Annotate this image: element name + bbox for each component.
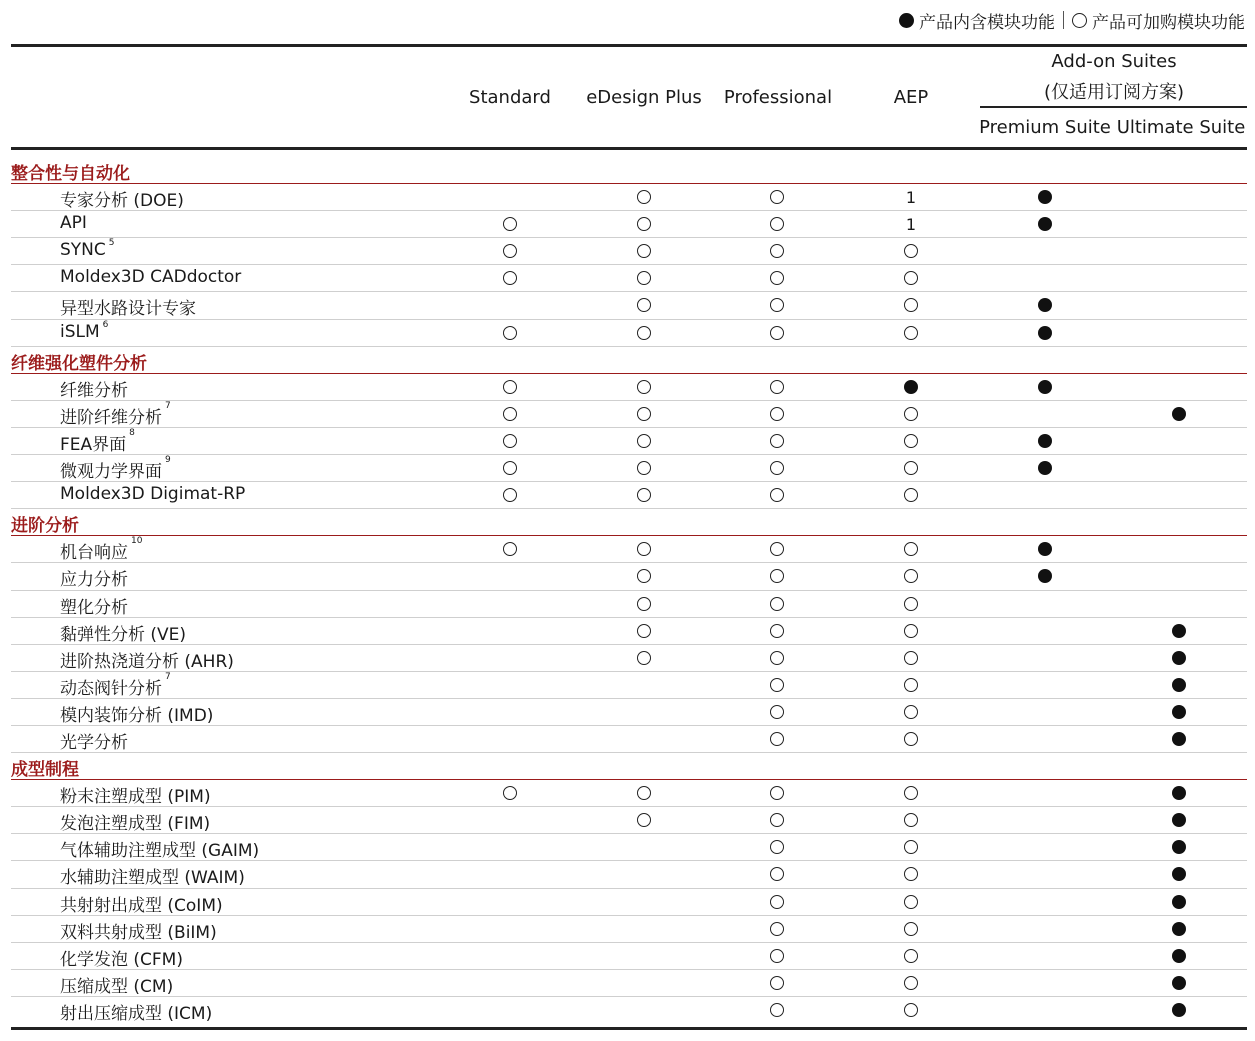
feature-name: 进阶纤维分析$^7$ [60, 400, 171, 428]
addon-open-circle-icon [495, 238, 525, 264]
header-bottom-rule [11, 147, 1247, 150]
addon-open-circle-icon [762, 292, 792, 318]
included-filled-circle-icon [1030, 428, 1060, 454]
legend-addon-label: 产品可加购模块功能 [1092, 12, 1245, 33]
legend [899, 6, 1245, 34]
section-title: 进阶分析 [11, 516, 79, 537]
table-row [11, 591, 1247, 618]
addon-open-circle-icon [896, 428, 926, 454]
feature-name: 光学分析 [60, 732, 128, 753]
feature-name: 应力分析 [60, 570, 128, 591]
included-filled-circle-icon [1164, 645, 1194, 671]
table-row [11, 780, 1247, 807]
addon-open-circle-icon [495, 455, 525, 481]
feature-name: 射出压缩成型 (ICM) [60, 1003, 213, 1024]
top-rule [11, 44, 1247, 47]
section-title: 整合性与自动化 [11, 164, 130, 184]
addon-open-circle-icon [896, 970, 926, 996]
addon-open-circle-icon [896, 591, 926, 617]
table-row [11, 482, 1247, 509]
table-row [11, 292, 1247, 319]
addon-open-circle-icon [896, 645, 926, 671]
included-filled-circle-icon [1164, 807, 1194, 833]
addon-open-circle-icon [762, 184, 792, 210]
addon-open-circle-icon [896, 536, 926, 562]
feature-name: 发泡注塑成型 (FIM) [60, 814, 211, 835]
cell-note: 1 [905, 214, 917, 234]
feature-name: iSLM $^6$ [60, 319, 109, 342]
included-filled-circle-icon [1164, 997, 1194, 1023]
addon-open-circle-icon [896, 401, 926, 427]
feature-name: Moldex3D CADdoctor [60, 267, 242, 288]
addon-open-circle-icon [762, 618, 792, 644]
col-header-premium-suite: Premium Suite [979, 117, 1111, 138]
feature-table [11, 157, 1247, 1024]
addon-open-circle-icon [896, 292, 926, 318]
open-circle-icon [1072, 13, 1087, 28]
addon-open-circle-icon [762, 726, 792, 752]
addon-rule [980, 106, 1247, 108]
section-title: 成型制程 [11, 760, 79, 781]
table-row [11, 943, 1247, 970]
feature-name: 纤维分析 [60, 380, 128, 401]
addon-open-circle-icon [495, 482, 525, 508]
table-row [11, 563, 1247, 590]
addon-open-circle-icon [629, 563, 659, 589]
addon-open-circle-icon [896, 265, 926, 291]
addon-open-circle-icon [896, 563, 926, 589]
addon-open-circle-icon [896, 320, 926, 346]
addon-open-circle-icon [762, 482, 792, 508]
table-row [11, 834, 1247, 861]
feature-name: 化学发泡 (CFM) [60, 949, 183, 970]
legend-addon [1072, 8, 1245, 33]
table-row [11, 889, 1247, 916]
included-filled-circle-icon [1030, 211, 1060, 237]
included-filled-circle-icon [1030, 536, 1060, 562]
feature-name: 微观力学界面$^9$ [60, 455, 171, 483]
addon-open-circle-icon [629, 482, 659, 508]
section-header-row [11, 157, 1247, 184]
table-row [11, 265, 1247, 292]
addon-open-circle-icon [629, 292, 659, 318]
included-filled-circle-icon [1030, 292, 1060, 318]
addon-open-circle-icon [762, 943, 792, 969]
addon-open-circle-icon [896, 834, 926, 860]
addon-open-circle-icon [495, 211, 525, 237]
addon-open-circle-icon [629, 184, 659, 210]
included-filled-circle-icon [1030, 455, 1060, 481]
included-filled-circle-icon [1030, 563, 1060, 589]
addon-open-circle-icon [762, 401, 792, 427]
addon-open-circle-icon [762, 265, 792, 291]
table-row [11, 807, 1247, 834]
footnote-ref: 7 [165, 671, 171, 682]
included-filled-circle-icon [1030, 320, 1060, 346]
included-filled-circle-icon [896, 374, 926, 400]
addon-open-circle-icon [896, 780, 926, 806]
table-row [11, 455, 1247, 482]
feature-name: 专家分析 (DOE) [60, 191, 184, 212]
feature-name: SYNC $^5$ [60, 238, 115, 261]
feature-name: API [60, 213, 87, 234]
legend-included [899, 8, 1055, 33]
addon-open-circle-icon [762, 536, 792, 562]
included-filled-circle-icon [1164, 699, 1194, 725]
included-filled-circle-icon [1164, 834, 1194, 860]
included-filled-circle-icon [1164, 780, 1194, 806]
col-header-edesign-plus: eDesign Plus [586, 87, 702, 108]
feature-name: 压缩成型 (CM) [60, 976, 174, 997]
legend-divider [1063, 11, 1064, 29]
addon-open-circle-icon [629, 591, 659, 617]
addon-open-circle-icon [762, 428, 792, 454]
included-filled-circle-icon [1030, 374, 1060, 400]
addon-open-circle-icon [629, 455, 659, 481]
addon-open-circle-icon [896, 699, 926, 725]
addon-open-circle-icon [629, 320, 659, 346]
footnote-ref: 9 [165, 455, 171, 466]
addon-open-circle-icon [762, 861, 792, 887]
addon-open-circle-icon [896, 807, 926, 833]
addon-open-circle-icon [762, 455, 792, 481]
included-filled-circle-icon [1164, 889, 1194, 915]
addon-open-circle-icon [762, 563, 792, 589]
table-row [11, 211, 1247, 238]
addon-open-circle-icon [762, 889, 792, 915]
footnote-ref: 7 [165, 400, 171, 411]
table-row [11, 238, 1247, 265]
addon-open-circle-icon [762, 591, 792, 617]
addon-open-circle-icon [629, 645, 659, 671]
cell-note: 1 [905, 187, 917, 207]
addon-open-circle-icon [762, 238, 792, 264]
feature-name: 气体辅助注塑成型 (GAIM) [60, 841, 260, 862]
addon-open-circle-icon [896, 672, 926, 698]
col-header-professional: Professional [723, 87, 833, 108]
table-row [11, 374, 1247, 401]
addon-open-circle-icon [896, 916, 926, 942]
table-row [11, 726, 1247, 753]
feature-name: 模内装饰分析 (IMD) [60, 705, 214, 726]
addon-title: Add-on Suites [1051, 51, 1177, 72]
addon-open-circle-icon [495, 320, 525, 346]
addon-open-circle-icon [896, 618, 926, 644]
col-header-ultimate-suite: Ultimate Suite [1116, 117, 1246, 138]
included-filled-circle-icon [1164, 861, 1194, 887]
included-filled-circle-icon [1164, 970, 1194, 996]
addon-open-circle-icon [896, 238, 926, 264]
section-header-row [11, 347, 1247, 374]
table-row [11, 997, 1247, 1024]
addon-open-circle-icon [495, 428, 525, 454]
included-filled-circle-icon [1030, 184, 1060, 210]
footnote-ref: 10 [131, 536, 143, 547]
addon-open-circle-icon [896, 482, 926, 508]
addon-open-circle-icon [629, 374, 659, 400]
feature-name: 动态阀针分析$^7$ [60, 671, 171, 699]
addon-open-circle-icon [762, 211, 792, 237]
included-filled-circle-icon [1164, 726, 1194, 752]
addon-open-circle-icon [762, 780, 792, 806]
table-row [11, 970, 1247, 997]
feature-name: 机台响应$^{10}$ [60, 536, 143, 564]
feature-name: 异型水路设计专家 [60, 299, 196, 320]
col-header-aep: AEP [893, 87, 929, 108]
table-row [11, 184, 1247, 211]
addon-open-circle-icon [896, 943, 926, 969]
addon-open-circle-icon [495, 780, 525, 806]
addon-open-circle-icon [495, 401, 525, 427]
feature-name: 黏弹性分析 (VE) [60, 624, 187, 645]
table-row [11, 861, 1247, 888]
addon-open-circle-icon [896, 997, 926, 1023]
addon-open-circle-icon [629, 536, 659, 562]
addon-open-circle-icon [896, 726, 926, 752]
section-header-row [11, 509, 1247, 536]
feature-name: 进阶热浇道分析 (AHR) [60, 651, 234, 672]
addon-open-circle-icon [762, 374, 792, 400]
addon-open-circle-icon [629, 401, 659, 427]
addon-open-circle-icon [495, 536, 525, 562]
addon-open-circle-icon [762, 320, 792, 346]
filled-circle-icon [899, 13, 914, 28]
section-title: 纤维强化塑件分析 [11, 353, 147, 374]
addon-open-circle-icon [762, 834, 792, 860]
bottom-rule [11, 1027, 1247, 1030]
feature-name: 塑化分析 [60, 597, 128, 618]
addon-open-circle-icon [762, 699, 792, 725]
col-header-standard: Standard [469, 87, 551, 108]
table-row [11, 672, 1247, 699]
addon-open-circle-icon [762, 916, 792, 942]
feature-name: Moldex3D Digimat-RP [60, 484, 246, 505]
feature-name: 水辅助注塑成型 (WAIM) [60, 868, 245, 889]
addon-subtitle: (仅适用订阅方案) [1043, 82, 1185, 103]
table-row [11, 645, 1247, 672]
addon-open-circle-icon [762, 807, 792, 833]
addon-open-circle-icon [495, 265, 525, 291]
table-row [11, 916, 1247, 943]
addon-open-circle-icon [762, 645, 792, 671]
addon-open-circle-icon [629, 265, 659, 291]
addon-open-circle-icon [495, 374, 525, 400]
feature-name: 粉末注塑成型 (PIM) [60, 787, 211, 808]
addon-open-circle-icon [629, 211, 659, 237]
table-row [11, 699, 1247, 726]
addon-open-circle-icon [762, 672, 792, 698]
addon-open-circle-icon [629, 780, 659, 806]
table-row [11, 320, 1247, 347]
addon-open-circle-icon [896, 861, 926, 887]
addon-open-circle-icon [629, 238, 659, 264]
footnote-ref: 8 [129, 427, 135, 438]
addon-open-circle-icon [762, 997, 792, 1023]
footnote-ref: 5 [108, 238, 115, 249]
feature-name: FEA界面$^8$ [60, 427, 135, 455]
included-filled-circle-icon [1164, 672, 1194, 698]
table-row [11, 618, 1247, 645]
footnote-ref: 6 [102, 319, 109, 330]
included-filled-circle-icon [1164, 401, 1194, 427]
feature-name: 双料共射成型 (BiIM) [60, 922, 217, 943]
addon-open-circle-icon [762, 970, 792, 996]
addon-open-circle-icon [896, 455, 926, 481]
table-row [11, 401, 1247, 428]
included-filled-circle-icon [1164, 916, 1194, 942]
legend-included-label: 产品内含模块功能 [919, 12, 1055, 33]
included-filled-circle-icon [1164, 618, 1194, 644]
section-header-row [11, 753, 1247, 780]
table-row [11, 536, 1247, 563]
addon-open-circle-icon [629, 428, 659, 454]
table-row [11, 428, 1247, 455]
addon-open-circle-icon [896, 889, 926, 915]
feature-name: 共射射出成型 (CoIM) [60, 895, 223, 916]
included-filled-circle-icon [1164, 943, 1194, 969]
addon-open-circle-icon [629, 807, 659, 833]
addon-open-circle-icon [629, 618, 659, 644]
